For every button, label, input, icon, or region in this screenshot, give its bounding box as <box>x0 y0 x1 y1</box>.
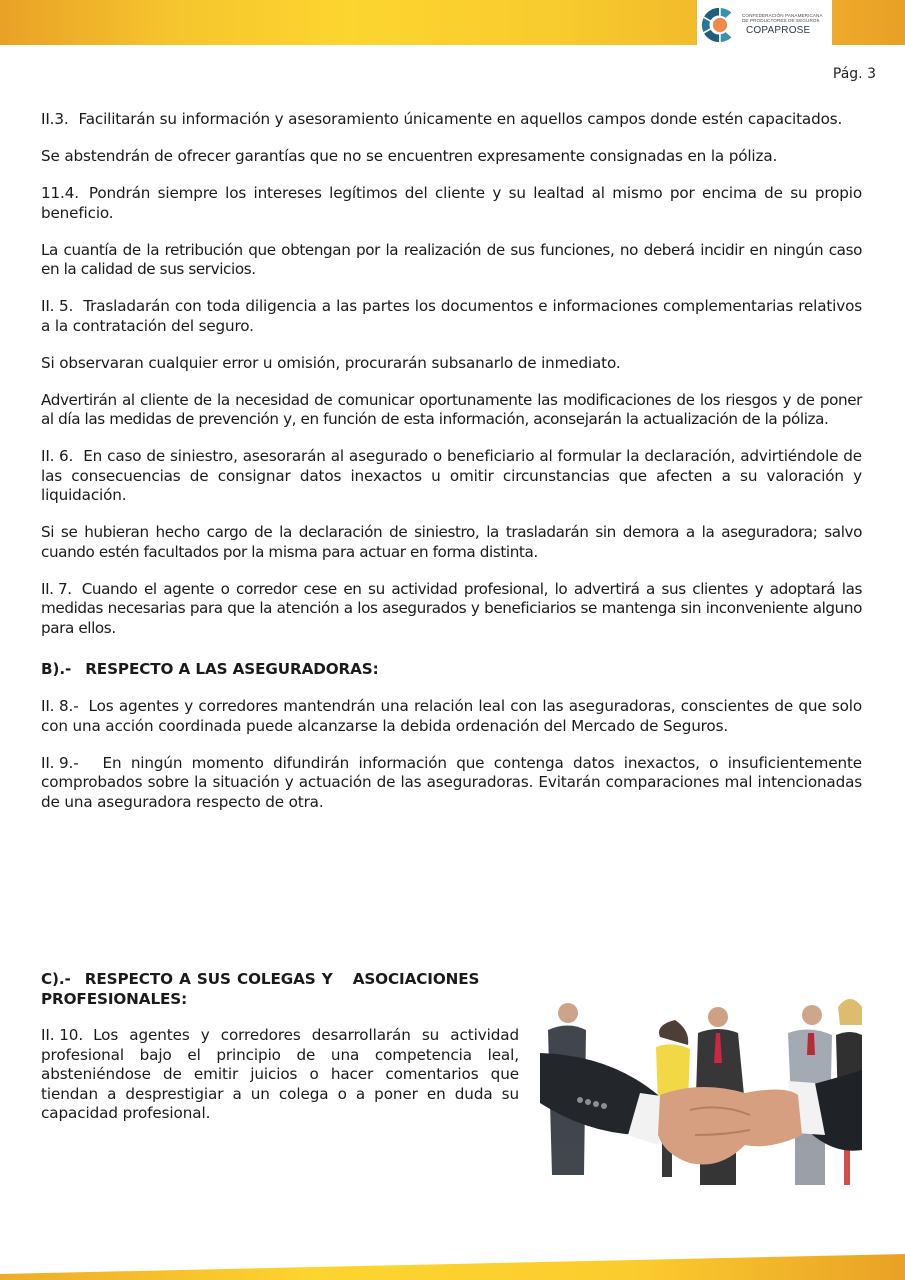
paragraph: La cuantía de la retribución que obtengan por la realización de sus funciones, no deberá incidir en ningún caso en la calidad de sus servicios. <box>41 240 862 278</box>
document-body <box>41 110 862 830</box>
paragraph-ii-6: II. 6. En caso de siniestro, asesorarán al asegurado o beneficiario al formular la declaración, advirtiéndole de las consecuencias de consignar datos inexactos u omitir circunstancias que afecten a su valoración y liquidación. <box>41 447 862 504</box>
copaprose-logo <box>700 4 830 46</box>
header-band-accent <box>832 0 905 45</box>
paragraph: Se abstendrán de ofrecer garantías que no se encuentren expresamente consignadas en la póliza. <box>41 147 778 165</box>
copaprose-logo-icon <box>700 6 738 44</box>
page-number: Pág. 3 <box>832 66 876 82</box>
handshake-illustration <box>540 985 862 1193</box>
header-band <box>0 0 697 45</box>
paragraph-ii-3: II.3. Facilitarán su información y asesoramiento únicamente en aquellos campos donde estén capacitados. <box>41 110 843 128</box>
paragraph-ii-10: II. 10. Los agentes y corredores desarrollarán su actividad profesional bajo el principio de una competencia leal, absteniéndose de emitir juicios o hacer comentarios que tiendan a desprestigiar a un colega o a poner en duda su capacidad profesional. <box>41 1026 519 1122</box>
logo-line2: DE PRODUCTORES DE SEGUROS <box>742 18 820 23</box>
paragraph: Si se hubieran hecho cargo de la declaración de siniestro, la trasladarán sin demora a la aseguradora; salvo cuando estén facultados por la misma para actuar en forma distinta. <box>41 523 862 561</box>
section-c <box>41 970 519 1141</box>
handshake-photo <box>540 985 862 1193</box>
logo-line1: CONFEDERACIÓN PANAMERICANA <box>742 13 823 19</box>
paragraph: Si observaran cualquier error u omisión, procurarán subsanarlo de inmediato. <box>41 353 621 372</box>
logo-name: COPAPROSE <box>746 24 811 36</box>
paragraph-ii-9: II. 9.- En ningún momento difundirán información que contenga datos inexactos, o insuficientemente comprobados sobre la situación y actuación de las aseguradoras. Evitarán comparaciones mal intencionadas de una aseguradora respecto de otra. <box>41 753 862 811</box>
section-b-heading: B).- RESPECTO A LAS ASEGURADORAS: <box>41 660 379 678</box>
footer-band <box>0 1246 905 1280</box>
paragraph: Advertirán al cliente de la necesidad de comunicar oportunamente las modificaciones de los riesgos y de poner al día las medidas de prevención y, en función de esta información, aconsejarán la actualización de la póliza. <box>41 390 862 428</box>
paragraph-ii-8: II. 8.- Los agentes y corredores mantendrán una relación leal con las aseguradoras, conscientes de que solo con una acción coordinada puede alcanzarse la debida ordenación del Mercado de Seguros. <box>41 697 862 735</box>
paragraph-ii-5: II. 5. Trasladarán con toda diligencia a las partes los documentos e informaciones complementarias relativos a la contratación del seguro. <box>41 297 862 335</box>
section-c-heading: C).- RESPECTO A SUS COLEGAS Y ASOCIACIONES PROFESIONALES: <box>41 970 480 1008</box>
paragraph-ii-4: 11.4. Pondrán siempre los intereses legítimos del cliente y su lealtad al mismo por encima de su propio beneficio. <box>41 184 862 222</box>
paragraph-ii-7: II. 7. Cuando el agente o corredor cese en su actividad profesional, lo advertirá a sus clientes y adoptará las medidas necesarias para que la atención a los asegurados y beneficiarios se mantenga sin inconveniente alguno para ellos. <box>41 579 862 637</box>
